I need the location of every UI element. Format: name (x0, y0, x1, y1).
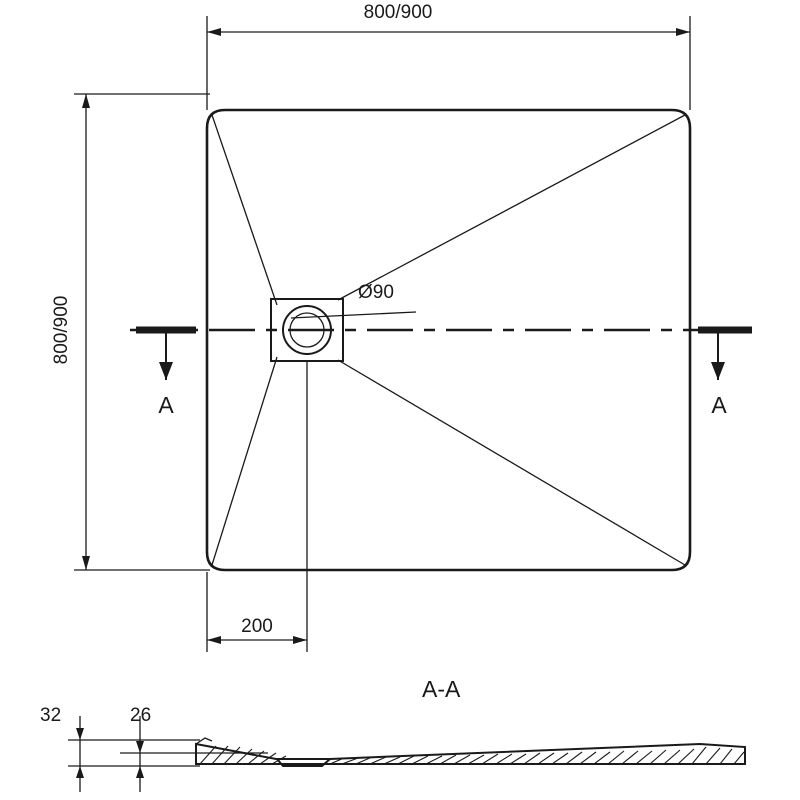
dimension-left-height: 800/900 (51, 295, 72, 365)
dimension-drain-diameter: Ø90 (358, 282, 394, 303)
section-marker-right (698, 330, 752, 380)
dimension-drain-offset: 200 (241, 616, 273, 637)
tray-outline (207, 110, 690, 570)
section-profile (196, 738, 745, 766)
section-label-right: A (711, 392, 727, 418)
dimension-section-total-height: 32 (40, 705, 62, 726)
tray-slope-lines (212, 115, 685, 565)
dimension-top-width: 800/900 (363, 2, 433, 23)
section-label-left: A (158, 392, 174, 418)
drain-offset-dimension (207, 362, 307, 652)
section-height-dimensions (68, 716, 268, 792)
section-marker-left (136, 330, 196, 380)
dimension-section-inner-height: 26 (130, 705, 152, 726)
top-dimension-group (207, 16, 690, 110)
section-view-title: A-A (422, 676, 461, 702)
